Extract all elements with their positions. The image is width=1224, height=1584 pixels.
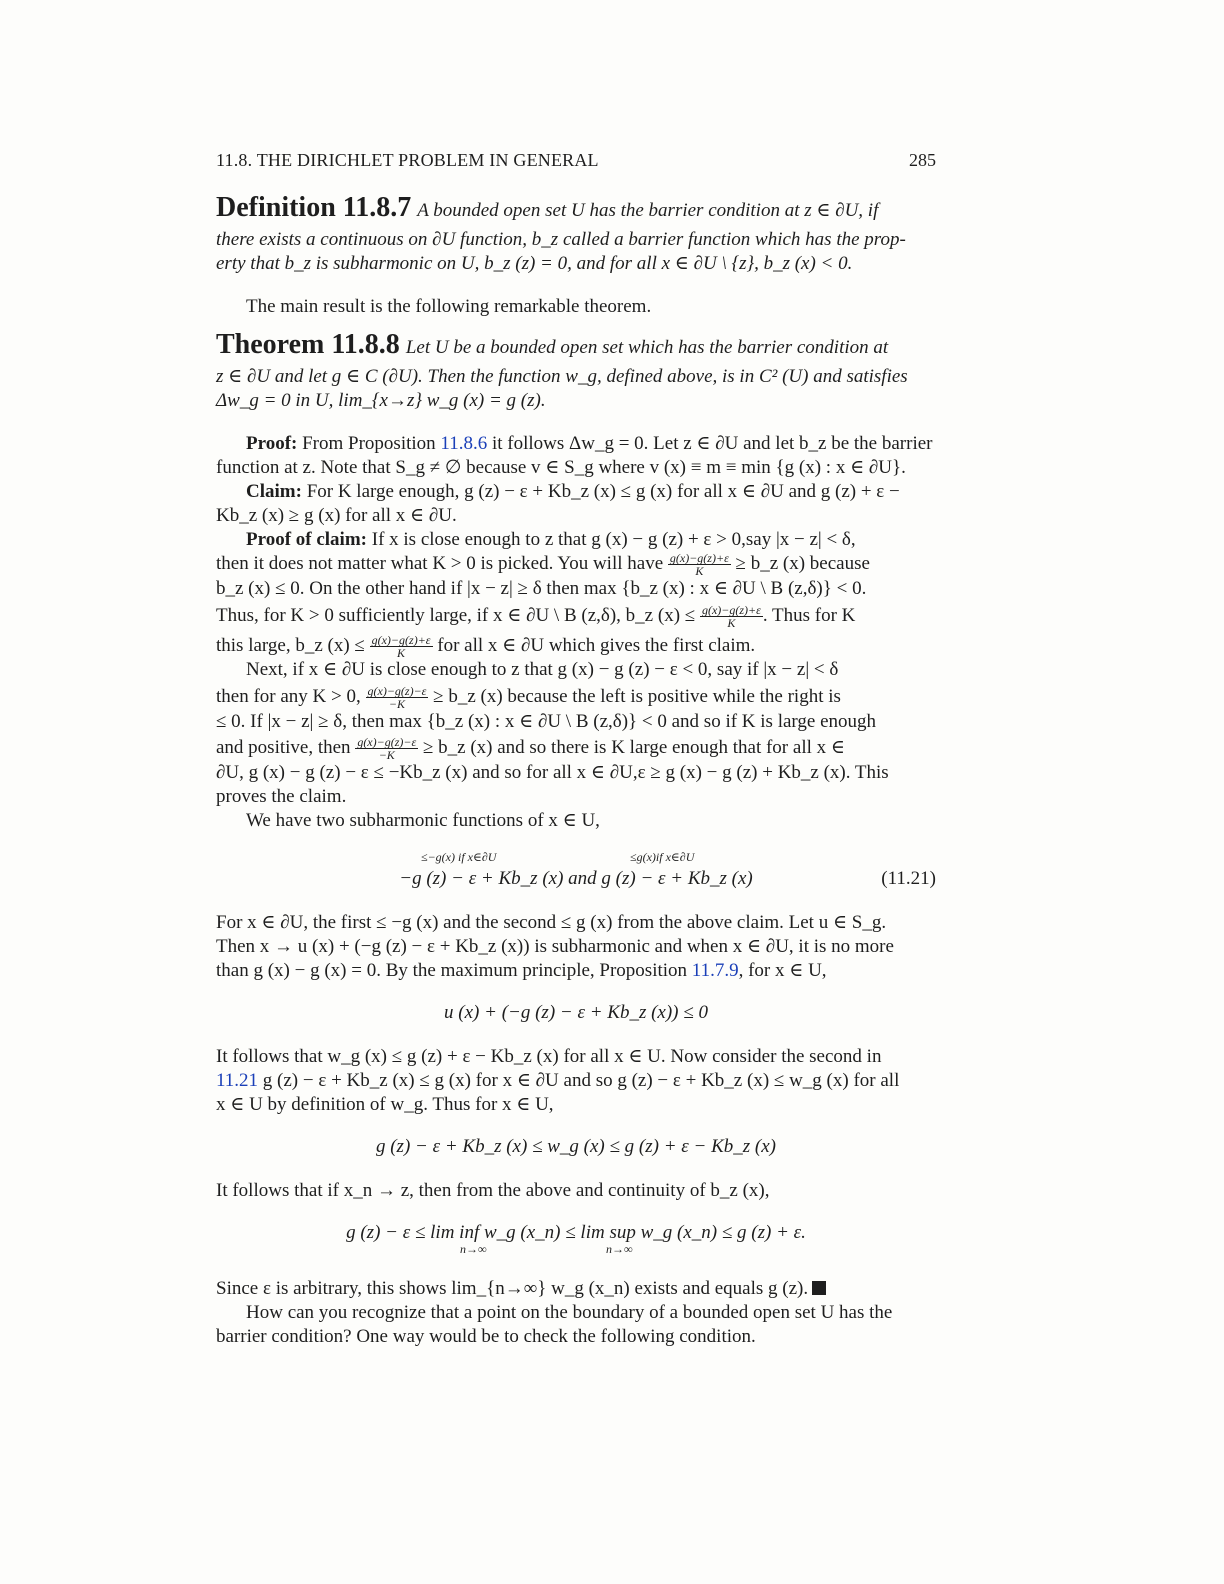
proof-text: Thus, for K > 0 sufficiently large, if x ∈ ∂U \ B (z,δ), b_z (x) ≤: [216, 605, 696, 626]
proof-line-15: proves the claim.: [216, 786, 347, 807]
proof-text: it follows Δw_g = 0. Let z ∈ ∂U and let b_z be the barrier: [491, 433, 933, 454]
proof-line-13: [216, 736, 936, 761]
proof-line-6: [216, 552, 936, 577]
theorem-line-2: z ∈ ∂U and let g ∈ C (∂U). Then the function w_g, defined above, is in C² (U) and satisfies: [216, 366, 908, 387]
definition-line-1: A bounded open set U has the barrier condition at z ∈ ∂U, if: [417, 200, 879, 221]
proof-text: . Thus for K: [762, 605, 856, 626]
ref-link-11-8-6[interactable]: 11.8.6: [440, 433, 488, 454]
limsup-subscript: n→∞: [606, 1242, 633, 1256]
proof-text: then for any K > 0,: [216, 686, 361, 707]
proof-text: ≥ b_z (x) because: [735, 553, 870, 574]
equation-4-body: g (z) − ε ≤ lim inf w_g (x_n) ≤ lim sup w_g (x_n) ≤ g (z) + ε.: [346, 1222, 806, 1243]
definition-line-3: erty that b_z is subharmonic on U, b_z (z) = 0, and for all x ∈ ∂U \ {z}, b_z (x) < 0.: [216, 253, 853, 274]
after-line-2: Then x → u (x) + (−g (z) − ε + Kb_z (x)) is subharmonic and when x ∈ ∂U, it is no more: [216, 936, 894, 957]
proof-line-14: ∂U, g (x) − g (z) − ε ≤ −Kb_z (x) and so for all x ∈ ∂U,ε ≥ g (x) − g (z) + Kb_z (x). This: [216, 762, 889, 783]
claim-label: Claim:: [246, 481, 302, 502]
proof-of-claim-line: [216, 528, 936, 552]
final-text: Since ε is arbitrary, this shows lim_{n→∞} w_g (x_n) exists and equals g (z).: [216, 1278, 809, 1299]
proof-line-7: b_z (x) ≤ 0. On the other hand if |x − z| ≥ δ then max {b_z (x) : x ∈ ∂U \ B (z,δ)} < 0.: [216, 578, 867, 599]
fraction-denominator: K: [397, 646, 406, 661]
underbrace-label-1: ≤−g(x) if x∈∂U: [421, 850, 497, 864]
proof-line-4: Kb_z (x) ≥ g (x) for all x ∈ ∂U.: [216, 505, 457, 526]
proof-line-11: [216, 685, 936, 710]
theorem-block: [216, 329, 936, 360]
liminf-subscript: n→∞: [460, 1242, 487, 1256]
equation-3: g (z) − ε + Kb_z (x) ≤ w_g (x) ≤ g (z) + ε − Kb_z (x): [375, 1136, 777, 1157]
proof-of-claim-label: Proof of claim:: [246, 529, 367, 550]
proof-line-2: function at z. Note that S_g ≠ ∅ because v ∈ S_g where v (x) ≡ m ≡ min {g (x) : x ∈ ∂U}.: [216, 457, 906, 478]
cont-line-2: [216, 1069, 936, 1093]
equation-2: u (x) + (−g (z) − ε + Kb_z (x)) ≤ 0: [444, 1002, 708, 1023]
after-line-1: For x ∈ ∂U, the first ≤ −g (x) and the second ≤ g (x) from the above claim. Let u ∈ S_g.: [216, 912, 887, 933]
fraction-numerator: g(x)−g(z)+ε: [371, 633, 431, 648]
equation-4: [216, 1222, 936, 1262]
after-text: than g (x) − g (x) = 0. By the maximum principle, Proposition: [216, 960, 688, 981]
fraction-denominator: −K: [378, 748, 395, 763]
equation-number: (11.21): [881, 868, 936, 889]
fraction-denominator: K: [727, 616, 736, 631]
fraction: [668, 552, 731, 577]
final-line-3: barrier condition? One way would be to check the following condition.: [216, 1326, 756, 1347]
proof-line-1: [216, 432, 936, 456]
cont-text: g (z) − ε + Kb_z (x) ≤ g (x) for x ∈ ∂U and so g (z) − ε + Kb_z (x) ≤ w_g (x) for all: [262, 1070, 900, 1091]
proof-label: Proof:: [246, 433, 298, 454]
fraction-numerator: g(x)−g(z)+ε: [701, 603, 761, 618]
after-text: , for x ∈ U,: [738, 960, 827, 981]
definition-block: [216, 192, 936, 223]
proof-text: From Proposition: [302, 433, 436, 454]
theorem-line-1: Let U be a bounded open set which has the barrier condition at: [405, 337, 889, 358]
proof-line-8: [216, 604, 936, 629]
proof-text: ≥ b_z (x) and so there is K large enough that for all x ∈: [422, 737, 845, 758]
proof-text: for all x ∈ ∂U which gives the first claim.: [437, 635, 756, 656]
intro-text: The main result is the following remarkable theorem.: [246, 296, 652, 317]
theorem-label: Theorem 11.8.8: [216, 329, 400, 360]
running-header: [216, 150, 936, 171]
fraction: [700, 604, 763, 629]
page-number: 285: [909, 150, 936, 170]
equation-11-21: [216, 846, 936, 896]
cont-line-1: It follows that w_g (x) ≤ g (z) + ε − Kb_z (x) for all x ∈ U. Now consider the second in: [216, 1046, 882, 1067]
fraction: [355, 736, 418, 761]
proof-line-12: ≤ 0. If |x − z| ≥ δ, then max {b_z (x) : x ∈ ∂U \ B (z,δ)} < 0 and so if K is large enough: [216, 711, 877, 732]
equation-body: −g (z) − ε + Kb_z (x) and g (z) − ε + Kb_z (x): [399, 868, 753, 889]
ref-link-11-21[interactable]: 11.21: [216, 1070, 259, 1091]
fraction-denominator: −K: [388, 697, 405, 712]
fraction-numerator: g(x)−g(z)−ε: [367, 684, 427, 699]
cont-line-3: x ∈ U by definition of w_g. Thus for x ∈ U,: [216, 1094, 554, 1115]
fraction-denominator: K: [695, 564, 704, 579]
proof-text: this large, b_z (x) ≤: [216, 635, 365, 656]
claim-line: [216, 480, 936, 504]
claim-text: For K large enough, g (z) − ε + Kb_z (x) ≤ g (x) for all x ∈ ∂U and g (z) + ε −: [306, 481, 900, 502]
proof-text: ≥ b_z (x) because the left is positive while the right is: [433, 686, 841, 707]
final-line-1: [216, 1277, 936, 1301]
theorem-line-3: Δw_g = 0 in U, lim_{x→z} w_g (x) = g (z).: [216, 390, 546, 411]
definition-line-2: there exists a continuous on ∂U function, b_z called a barrier function which has the prop-: [216, 229, 906, 250]
after-line-3: [216, 959, 936, 983]
fraction-numerator: g(x)−g(z)+ε: [669, 551, 729, 566]
proof-line-9: [216, 634, 936, 659]
underbrace-label-2: ≤g(x)if x∈∂U: [630, 850, 695, 864]
fraction: [366, 685, 429, 710]
proof-text: then it does not matter what K > 0 is picked. You will have: [216, 553, 664, 574]
proof-line-16: We have two subharmonic functions of x ∈ U,: [246, 810, 600, 831]
lim-text: It follows that if x_n → z, then from the above and continuity of b_z (x),: [216, 1180, 770, 1201]
section-title: 11.8. THE DIRICHLET PROBLEM IN GENERAL: [216, 150, 599, 170]
qed-square-icon: [812, 1281, 826, 1295]
final-line-2: How can you recognize that a point on the boundary of a bounded open set U has the: [246, 1302, 893, 1323]
proof-of-claim-text: If x is close enough to z that g (x) − g (z) + ε > 0,say |x − z| < δ,: [371, 529, 856, 550]
ref-link-11-7-9[interactable]: 11.7.9: [691, 960, 739, 981]
fraction-numerator: g(x)−g(z)−ε: [357, 735, 417, 750]
proof-text: and positive, then: [216, 737, 351, 758]
fraction: [370, 634, 433, 659]
proof-line-10: Next, if x ∈ ∂U is close enough to z that g (x) − g (z) − ε < 0, say if |x − z| < δ: [246, 659, 839, 680]
definition-label: Definition 11.8.7: [216, 192, 412, 223]
